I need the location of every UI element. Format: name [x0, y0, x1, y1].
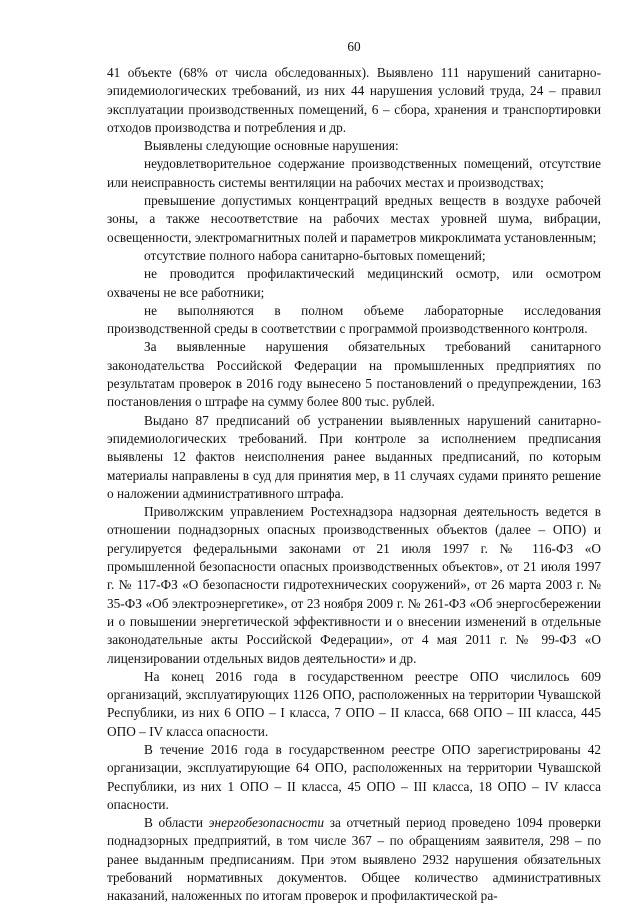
paragraph-text: В области [144, 815, 209, 831]
document-body [107, 64, 601, 906]
paragraph-text: За выявленные нарушения обязательных требований санитарного законодательства Российской Федерации на промышленных предприятиях по результатам проверок в 2016 году вынесено 5 постановлений о предупреждении, 163 постановления о штрафе на сумму более 800 тыс. рублей. [107, 339, 601, 410]
paragraph [107, 64, 601, 137]
paragraph [107, 192, 601, 247]
paragraph-text: 41 объекте (68% от числа обследованных). Выявлено 111 нарушений санитарно-эпидемиологических требований, из них 44 нарушения условий труда, 24 – правил эксплуатации производственных помещений, 6 – сбора, хранения и транспортировки отходов производства и потребления и др. [107, 65, 601, 135]
paragraph-text: не проводится профилактический медицинский осмотр, или осмотром охвачены не все работники; [107, 266, 601, 300]
paragraph [107, 302, 601, 339]
paragraph-text: Приволжским управлением Ростехнадзора надзорная деятельность ведется в отношении поднадзорных опасных производственных объектов (далее – ОПО) и регулируется федеральными законами от 21 июля 1997 г. № 116-ФЗ «О промышленной безопасности опасных производственных объектов», от 21 июля 1997 г. № 117-ФЗ «О безопасности гидротехнических сооружений», от 26 марта 2003 г. № 35-ФЗ «Об электроэнергетике», от 23 ноября 2009 г. № 261-ФЗ «Об энергосбережении и о повышении энергетической эффективности и о внесении изменений в отдельные законодательные акты Российской Федерации», от 4 мая 2011 г. № 99-ФЗ «О лицензировании отдельных видов деятельности» и др. [107, 504, 601, 666]
paragraph-text: отсутствие полного набора санитарно-бытовых помещений; [144, 247, 486, 263]
paragraph [107, 741, 601, 814]
paragraph-text: Выявлены следующие основные нарушения: [144, 138, 399, 154]
emphasized-text: энергобезопасности [208, 815, 325, 831]
paragraph [107, 814, 601, 905]
paragraph [107, 412, 601, 503]
paragraph [107, 668, 601, 741]
paragraph [107, 137, 601, 155]
paragraph [107, 338, 601, 411]
paragraph-text: В течение 2016 года в государственном реестре ОПО зарегистрированы 42 организации, эксплуатирующие 64 ОПО, расположенных на территории Чувашской Республики, из них 1 ОПО – II класса, 45 ОПО – III класса, 18 ОПО – IV класса опасности. [107, 741, 601, 812]
paragraph-text: за отчетный период проведено 1094 проверки поднадзорных предприятий, в том числе 367 – по обращениям заявителя, 298 – по ранее выданным предписаниям. При этом выявлено 2932 нарушения обязательных требований нормативных документов. Общее количество административных наказаний, наложенных по итогам проверок и профилактической ра- [107, 815, 601, 904]
paragraph [107, 155, 601, 192]
paragraph-text: превышение допустимых концентраций вредных веществ в воздухе рабочей зоны, а также несоответствие на рабочих местах уровней шума, вибрации, освещенности, электромагнитных полей и параметров микроклимата установленным; [107, 193, 601, 245]
page-number: 60 [347, 39, 361, 54]
paragraph-text: не выполняются в полном объеме лабораторные исследования производственной среды в соответствии с программой производственного контроля. [107, 302, 601, 337]
paragraph-text: неудовлетворительное содержание производственных помещений, отсутствие или неисправность системы вентиляции на рабочих местах и производствах; [107, 156, 601, 190]
paragraph-text: Выдано 87 предписаний об устранении выявленных нарушений санитарно-эпидемиологических требований. При контроле за исполнением предписания выявлены 12 фактов неисполнения ранее выданных предписаний, по которым материалы направлены в суд для принятия мер, в 11 случаях судами принято решение о наложении административного штрафа. [107, 412, 601, 501]
paragraph [107, 247, 601, 265]
paragraph-text: На конец 2016 года в государственном реестре ОПО числилось 609 организаций, эксплуатирующих 1126 ОПО, расположенных на территории Чувашской Республики, из них 6 ОПО – I класса, 7 ОПО – II класса, 668 ОПО – III класса, 445 ОПО – IV класса опасности. [107, 668, 601, 739]
paragraph [107, 265, 601, 302]
paragraph [107, 503, 601, 668]
